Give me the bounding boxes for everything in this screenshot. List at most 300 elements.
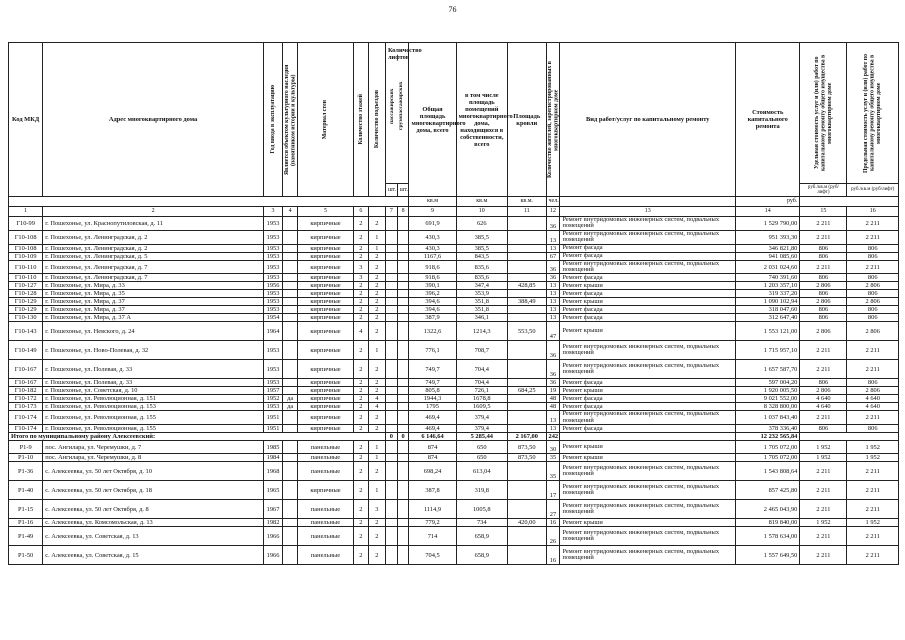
- header-heritage: Является объектом культурного наследия (памятником истории и культуры): [283, 64, 297, 175]
- cell-addr: г. Пошехонье, ул. Революционная, д. 151: [43, 395, 264, 403]
- cell-work: Ремонт крыши: [560, 387, 736, 395]
- col-number: 13: [560, 207, 736, 217]
- cell-e2: [397, 425, 409, 433]
- cell-work: Ремонт фасада: [560, 306, 736, 314]
- cell-cost: 941 085,60: [736, 252, 800, 260]
- cell-work: Ремонт внутридомовых инженерных систем, подвальных помещений: [560, 546, 736, 565]
- cell-fl: 4: [353, 322, 368, 341]
- cell-l: 2 211: [847, 500, 899, 519]
- unit-elev1: шт.: [385, 184, 397, 197]
- cell-e1: [385, 217, 397, 231]
- cell-res: 36: [546, 360, 560, 379]
- cell-en: 2: [368, 217, 385, 231]
- cell-u: 2 806: [800, 387, 847, 395]
- cell-ta: 704,5: [409, 546, 456, 565]
- table-row: [9, 282, 899, 290]
- cell-oa: 351,8: [456, 306, 507, 314]
- cell-work: Ремонт крыши: [560, 441, 736, 454]
- cell-ta: 396,2: [409, 290, 456, 298]
- cell-ta: 469,4: [409, 425, 456, 433]
- cell-ra: 873,50: [507, 454, 546, 462]
- cell-ra: [507, 314, 546, 322]
- cell-en: 2: [368, 387, 385, 395]
- cell-cost: 1 037 843,40: [736, 411, 800, 425]
- cell-code: Г10-129: [9, 298, 43, 306]
- unit-people: чел.: [546, 197, 560, 207]
- cell-l: 806: [847, 314, 899, 322]
- cell-cost: 319 337,20: [736, 290, 800, 298]
- cell-year: 1953: [263, 290, 282, 298]
- total-e2: 0: [397, 433, 409, 441]
- cell-her: да: [283, 403, 298, 411]
- cell-e2: [397, 546, 409, 565]
- cell-work: Ремонт внутридомовых инженерных систем, подвальных помещений: [560, 500, 736, 519]
- cell-year: 1964: [263, 322, 282, 341]
- cell-en: 2: [368, 306, 385, 314]
- cell-ta: 776,1: [409, 341, 456, 360]
- cell-e1: [385, 411, 397, 425]
- col-number: 16: [847, 207, 899, 217]
- cell-code: Г10-128: [9, 290, 43, 298]
- cell-e2: [397, 230, 409, 244]
- cell-year: 1953: [263, 260, 282, 274]
- cell-u: 1 952: [800, 519, 847, 527]
- cell-l: 2 211: [847, 230, 899, 244]
- header-roof-area: Площадь кровли: [507, 43, 546, 197]
- cell-ta: 394,6: [409, 306, 456, 314]
- cell-cost: 1 543 808,64: [736, 462, 800, 481]
- cell-en: 2: [368, 519, 385, 527]
- total-oa: 5 285,44: [456, 433, 507, 441]
- cell-en: 2: [368, 260, 385, 274]
- cell-fl: 2: [353, 290, 368, 298]
- cell-cost: 597 004,20: [736, 379, 800, 387]
- cell-en: 2: [368, 462, 385, 481]
- cell-en: 2: [368, 252, 385, 260]
- cell-cost: 1 705 072,00: [736, 454, 800, 462]
- cell-e2: [397, 481, 409, 500]
- header-code: Код МКД: [9, 43, 43, 197]
- cell-e1: [385, 298, 397, 306]
- cell-oa: 1678,8: [456, 395, 507, 403]
- cell-e2: [397, 274, 409, 282]
- cell-e2: [397, 387, 409, 395]
- cell-ra: [507, 230, 546, 244]
- cell-year: 1968: [263, 462, 282, 481]
- cell-oa: 835,6: [456, 260, 507, 274]
- cell-work: Ремонт внутридомовых инженерных систем, подвальных помещений: [560, 481, 736, 500]
- cell-l: 806: [847, 306, 899, 314]
- cell-fl: 2: [353, 379, 368, 387]
- cell-res: 19: [546, 387, 560, 395]
- cell-cost: 318 047,60: [736, 306, 800, 314]
- cell-cost: 1 657 587,70: [736, 360, 800, 379]
- cell-ra: [507, 360, 546, 379]
- cell-fl: 2: [353, 282, 368, 290]
- cell-res: 47: [546, 322, 560, 341]
- cell-her: [283, 425, 298, 433]
- cell-u: 2 211: [800, 462, 847, 481]
- cell-oa: 650: [456, 441, 507, 454]
- cell-ra: [507, 379, 546, 387]
- cell-cost: 346 821,80: [736, 244, 800, 252]
- cell-e1: [385, 546, 397, 565]
- cell-code: Г10-172: [9, 395, 43, 403]
- cell-mat: панельные: [298, 441, 354, 454]
- cell-e2: [397, 252, 409, 260]
- cell-fl: 3: [353, 274, 368, 282]
- cell-year: 1982: [263, 519, 282, 527]
- cell-e2: [397, 298, 409, 306]
- cell-oa: 379,4: [456, 411, 507, 425]
- cell-fl: 2: [353, 252, 368, 260]
- table-row: [9, 500, 899, 519]
- table-row: [9, 379, 899, 387]
- cell-ra: [507, 274, 546, 282]
- cell-ta: 1167,6: [409, 252, 456, 260]
- cell-en: 2: [368, 546, 385, 565]
- cell-oa: 1214,3: [456, 322, 507, 341]
- cell-ta: 1944,3: [409, 395, 456, 403]
- cell-fl: 2: [353, 244, 368, 252]
- cell-res: 67: [546, 252, 560, 260]
- header-unit-cost: Удельная стоимость услуг и (или) работ по капитальному ремонту общего имущества в многоквартирном доме: [813, 54, 833, 172]
- cell-addr: пос. Ангилара, ул. Черемушки, д. 7: [43, 441, 264, 454]
- cell-ra: [507, 306, 546, 314]
- cell-ra: [507, 462, 546, 481]
- cell-e1: [385, 519, 397, 527]
- cell-oa: 734: [456, 519, 507, 527]
- cell-cost: 1 529 790,00: [736, 217, 800, 231]
- cell-work: Ремонт крыши: [560, 282, 736, 290]
- cell-her: [283, 341, 298, 360]
- cell-en: 1: [368, 454, 385, 462]
- cell-her: [283, 379, 298, 387]
- cell-fl: 2: [353, 395, 368, 403]
- unit-elev2: шт.: [397, 184, 409, 197]
- cell-addr: г. Пошехонье, ул. Советская, д. 10: [43, 387, 264, 395]
- total-ta: 6 146,64: [409, 433, 456, 441]
- cell-ta: 779,2: [409, 519, 456, 527]
- cell-work: Ремонт фасада: [560, 314, 736, 322]
- cell-cost: 1 920 005,50: [736, 387, 800, 395]
- cell-ta: 387,9: [409, 314, 456, 322]
- column-numbers-row: [9, 207, 899, 217]
- table-row: [9, 322, 899, 341]
- cell-l: 2 211: [847, 260, 899, 274]
- cell-addr: г. Пошехонье, ул. Мира, д. 33: [43, 282, 264, 290]
- cell-en: 2: [368, 360, 385, 379]
- cell-cost: 819 840,00: [736, 519, 800, 527]
- cell-u: 806: [800, 290, 847, 298]
- cell-l: 806: [847, 425, 899, 433]
- cell-u: 2 211: [800, 500, 847, 519]
- cell-fl: 2: [353, 403, 368, 411]
- cell-e2: [397, 379, 409, 387]
- cell-e2: [397, 322, 409, 341]
- cell-addr: с. Алексеевка, ул. 50 лет Октября, д. 10: [43, 462, 264, 481]
- cell-e1: [385, 425, 397, 433]
- cell-mat: кирпичные: [298, 411, 354, 425]
- cell-addr: г. Пошехонье, ул. Мира, д. 37 А: [43, 314, 264, 322]
- cell-fl: 2: [353, 441, 368, 454]
- cell-mat: кирпичные: [298, 290, 354, 298]
- cell-en: 1: [368, 341, 385, 360]
- cell-fl: 2: [353, 454, 368, 462]
- cell-e1: [385, 403, 397, 411]
- cell-year: 1957: [263, 387, 282, 395]
- cell-oa: 658,9: [456, 527, 507, 546]
- page-number: 76: [448, 5, 457, 14]
- cell-u: 2 211: [800, 217, 847, 231]
- cell-work: Ремонт фасада: [560, 274, 736, 282]
- table-row: [9, 252, 899, 260]
- cell-res: 13: [546, 314, 560, 322]
- cell-year: 1985: [263, 441, 282, 454]
- cell-e2: [397, 314, 409, 322]
- table-row: [9, 411, 899, 425]
- header-floors: Количество этажей: [357, 94, 364, 145]
- cell-ta: 1795: [409, 403, 456, 411]
- cell-en: 2: [368, 290, 385, 298]
- cell-l: 2 806: [847, 298, 899, 306]
- cell-addr: г. Пошехонье, ул. Ленинградская, д. 7: [43, 260, 264, 274]
- cell-res: 16: [546, 519, 560, 527]
- cell-mat: кирпичные: [298, 298, 354, 306]
- cell-l: 1 952: [847, 454, 899, 462]
- cell-e1: [385, 314, 397, 322]
- cell-year: 1951: [263, 411, 282, 425]
- cell-ra: [507, 395, 546, 403]
- cell-ra: [507, 500, 546, 519]
- cell-mat: кирпичные: [298, 322, 354, 341]
- cell-u: 806: [800, 314, 847, 322]
- unit-area3: кв.м.: [507, 197, 546, 207]
- cell-code: Г10-143: [9, 322, 43, 341]
- cell-year: 1953: [263, 244, 282, 252]
- cell-work: Ремонт внутридомовых инженерных систем, подвальных помещений: [560, 527, 736, 546]
- cell-ra: [507, 546, 546, 565]
- cell-addr: г. Пошехонье, ул. Революционная, д. 153: [43, 403, 264, 411]
- cell-oa: 353,9: [456, 290, 507, 298]
- cell-year: 1951: [263, 425, 282, 433]
- cell-e2: [397, 306, 409, 314]
- cell-code: Г10-130: [9, 314, 43, 322]
- cell-en: 1: [368, 230, 385, 244]
- cell-addr: г. Пошехонье, ул. Краснопутиловская, д. 11: [43, 217, 264, 231]
- cell-l: 806: [847, 252, 899, 260]
- cell-ta: 430,3: [409, 244, 456, 252]
- cell-en: 2: [368, 411, 385, 425]
- cell-ra: 428,85: [507, 282, 546, 290]
- cell-res: 48: [546, 395, 560, 403]
- cell-oa: 726,1: [456, 387, 507, 395]
- cell-her: [283, 298, 298, 306]
- table-row: [9, 519, 899, 527]
- cell-addr: пос. Ангилара, ул. Черемушки, д. 8: [43, 454, 264, 462]
- cell-mat: кирпичные: [298, 252, 354, 260]
- cell-e2: [397, 519, 409, 527]
- cell-mat: кирпичные: [298, 282, 354, 290]
- cell-u: 2 806: [800, 282, 847, 290]
- cell-l: 806: [847, 290, 899, 298]
- total-e1: 0: [385, 433, 397, 441]
- cell-res: 13: [546, 306, 560, 314]
- cell-en: 2: [368, 527, 385, 546]
- cell-year: 1984: [263, 454, 282, 462]
- cell-year: 1953: [263, 341, 282, 360]
- cell-u: 2 211: [800, 411, 847, 425]
- cell-l: 2 211: [847, 360, 899, 379]
- cell-e2: [397, 360, 409, 379]
- capital-repair-table: [8, 42, 899, 565]
- header-work-type: Вид работ/услуг по капитальному ремонту: [560, 43, 736, 197]
- cell-code: Г10-108: [9, 230, 43, 244]
- cell-year: 1966: [263, 546, 282, 565]
- cell-en: 3: [368, 500, 385, 519]
- header-elevators-group: [385, 43, 422, 184]
- cell-code: Р1-15: [9, 500, 43, 519]
- cell-fl: 2: [353, 425, 368, 433]
- cell-mat: кирпичные: [298, 387, 354, 395]
- cell-res: 48: [546, 403, 560, 411]
- cell-work: Ремонт фасада: [560, 252, 736, 260]
- cell-ta: 714: [409, 527, 456, 546]
- header-cost: Стоимость капитального ремонта: [736, 43, 800, 197]
- cell-fl: 3: [353, 260, 368, 274]
- col-number: 9: [409, 207, 456, 217]
- cell-year: 1953: [263, 403, 282, 411]
- header-elev-freight: грузопассажирских: [398, 81, 405, 131]
- cell-e1: [385, 274, 397, 282]
- cell-u: 2 211: [800, 341, 847, 360]
- cell-ra: [507, 260, 546, 274]
- cell-oa: 658,9: [456, 546, 507, 565]
- cell-her: [283, 360, 298, 379]
- cell-her: [283, 411, 298, 425]
- cell-u: 1 952: [800, 454, 847, 462]
- cell-fl: 2: [353, 341, 368, 360]
- cell-mat: кирпичные: [298, 306, 354, 314]
- header-total-area: Общая площадь многоквартирного дома, всего: [409, 43, 456, 197]
- cell-year: 1965: [263, 481, 282, 500]
- cell-u: 4 640: [800, 403, 847, 411]
- cell-oa: 385,5: [456, 230, 507, 244]
- cell-work: Ремонт фасада: [560, 403, 736, 411]
- cell-fl: 2: [353, 546, 368, 565]
- table-row: [9, 290, 899, 298]
- cell-code: Р1-50: [9, 546, 43, 565]
- cell-ta: 469,4: [409, 411, 456, 425]
- cell-code: Г10-99: [9, 217, 43, 231]
- cell-code: Р1-49: [9, 527, 43, 546]
- cell-mat: панельные: [298, 546, 354, 565]
- cell-cost: 9 021 552,00: [736, 395, 800, 403]
- table-row: [9, 527, 899, 546]
- cell-res: 35: [546, 454, 560, 462]
- cell-year: 1953: [263, 360, 282, 379]
- cell-e2: [397, 454, 409, 462]
- cell-u: 806: [800, 425, 847, 433]
- cell-res: 36: [546, 274, 560, 282]
- cell-res: 16: [546, 546, 560, 565]
- table-body: [9, 217, 899, 565]
- cell-fl: 2: [353, 527, 368, 546]
- header-material: Материал стен: [322, 99, 329, 140]
- cell-l: 2 211: [847, 527, 899, 546]
- cell-addr: г. Пошехонье, ул. Мира, д. 35: [43, 290, 264, 298]
- cell-mat: кирпичные: [298, 403, 354, 411]
- cell-e1: [385, 395, 397, 403]
- cell-cost: 1 578 634,00: [736, 527, 800, 546]
- cell-ta: 749,7: [409, 360, 456, 379]
- cell-year: 1966: [263, 527, 282, 546]
- cell-cost: 1 553 121,00: [736, 322, 800, 341]
- cell-cost: 1 705 072,00: [736, 441, 800, 454]
- total-label: Итого по муниципальному району Алексеевский:: [9, 433, 386, 441]
- cell-her: [283, 290, 298, 298]
- cell-year: 1967: [263, 500, 282, 519]
- cell-oa: 704,4: [456, 379, 507, 387]
- total-ra: 2 167,00: [507, 433, 546, 441]
- cell-her: да: [283, 395, 298, 403]
- cell-ta: 1114,9: [409, 500, 456, 519]
- cell-ta: 749,7: [409, 379, 456, 387]
- cell-code: Г10-127: [9, 282, 43, 290]
- col-number: 6: [353, 207, 368, 217]
- cell-e2: [397, 290, 409, 298]
- cell-ra: [507, 252, 546, 260]
- cell-work: Ремонт крыши: [560, 519, 736, 527]
- cell-e2: [397, 395, 409, 403]
- cell-her: [283, 322, 298, 341]
- cell-e1: [385, 282, 397, 290]
- cell-res: 26: [546, 527, 560, 546]
- cell-l: 2 806: [847, 282, 899, 290]
- cell-mat: панельные: [298, 462, 354, 481]
- cell-e2: [397, 462, 409, 481]
- cell-mat: кирпичные: [298, 260, 354, 274]
- cell-ta: 874: [409, 454, 456, 462]
- cell-e2: [397, 411, 409, 425]
- cell-ra: [507, 244, 546, 252]
- cell-res: 36: [546, 260, 560, 274]
- cell-oa: 347,4: [456, 282, 507, 290]
- unit-limit-cost: руб./кв.м (руб/лифт): [847, 184, 899, 197]
- cell-en: 4: [368, 403, 385, 411]
- cell-code: Г10-174: [9, 411, 43, 425]
- cell-ta: 874: [409, 441, 456, 454]
- cell-res: 36: [546, 341, 560, 360]
- cell-work: Ремонт внутридомовых инженерных систем, подвальных помещений: [560, 411, 736, 425]
- cell-en: 1: [368, 441, 385, 454]
- cell-her: [283, 546, 298, 565]
- cell-res: 13: [546, 230, 560, 244]
- cell-e1: [385, 322, 397, 341]
- cell-her: [283, 462, 298, 481]
- cell-addr: с. Алексеевка, ул. Советская, д. 13: [43, 527, 264, 546]
- cell-addr: г. Пошехонье, ул. Революционная, д. 155: [43, 425, 264, 433]
- cell-fl: 2: [353, 500, 368, 519]
- cell-mat: кирпичные: [298, 217, 354, 231]
- col-number: 7: [385, 207, 397, 217]
- cell-u: 2 211: [800, 260, 847, 274]
- cell-ra: 873,50: [507, 441, 546, 454]
- cell-oa: 1609,5: [456, 403, 507, 411]
- cell-addr: г. Пошехонье, ул. Полевая, д. 33: [43, 379, 264, 387]
- cell-res: 13: [546, 244, 560, 252]
- cell-en: 4: [368, 395, 385, 403]
